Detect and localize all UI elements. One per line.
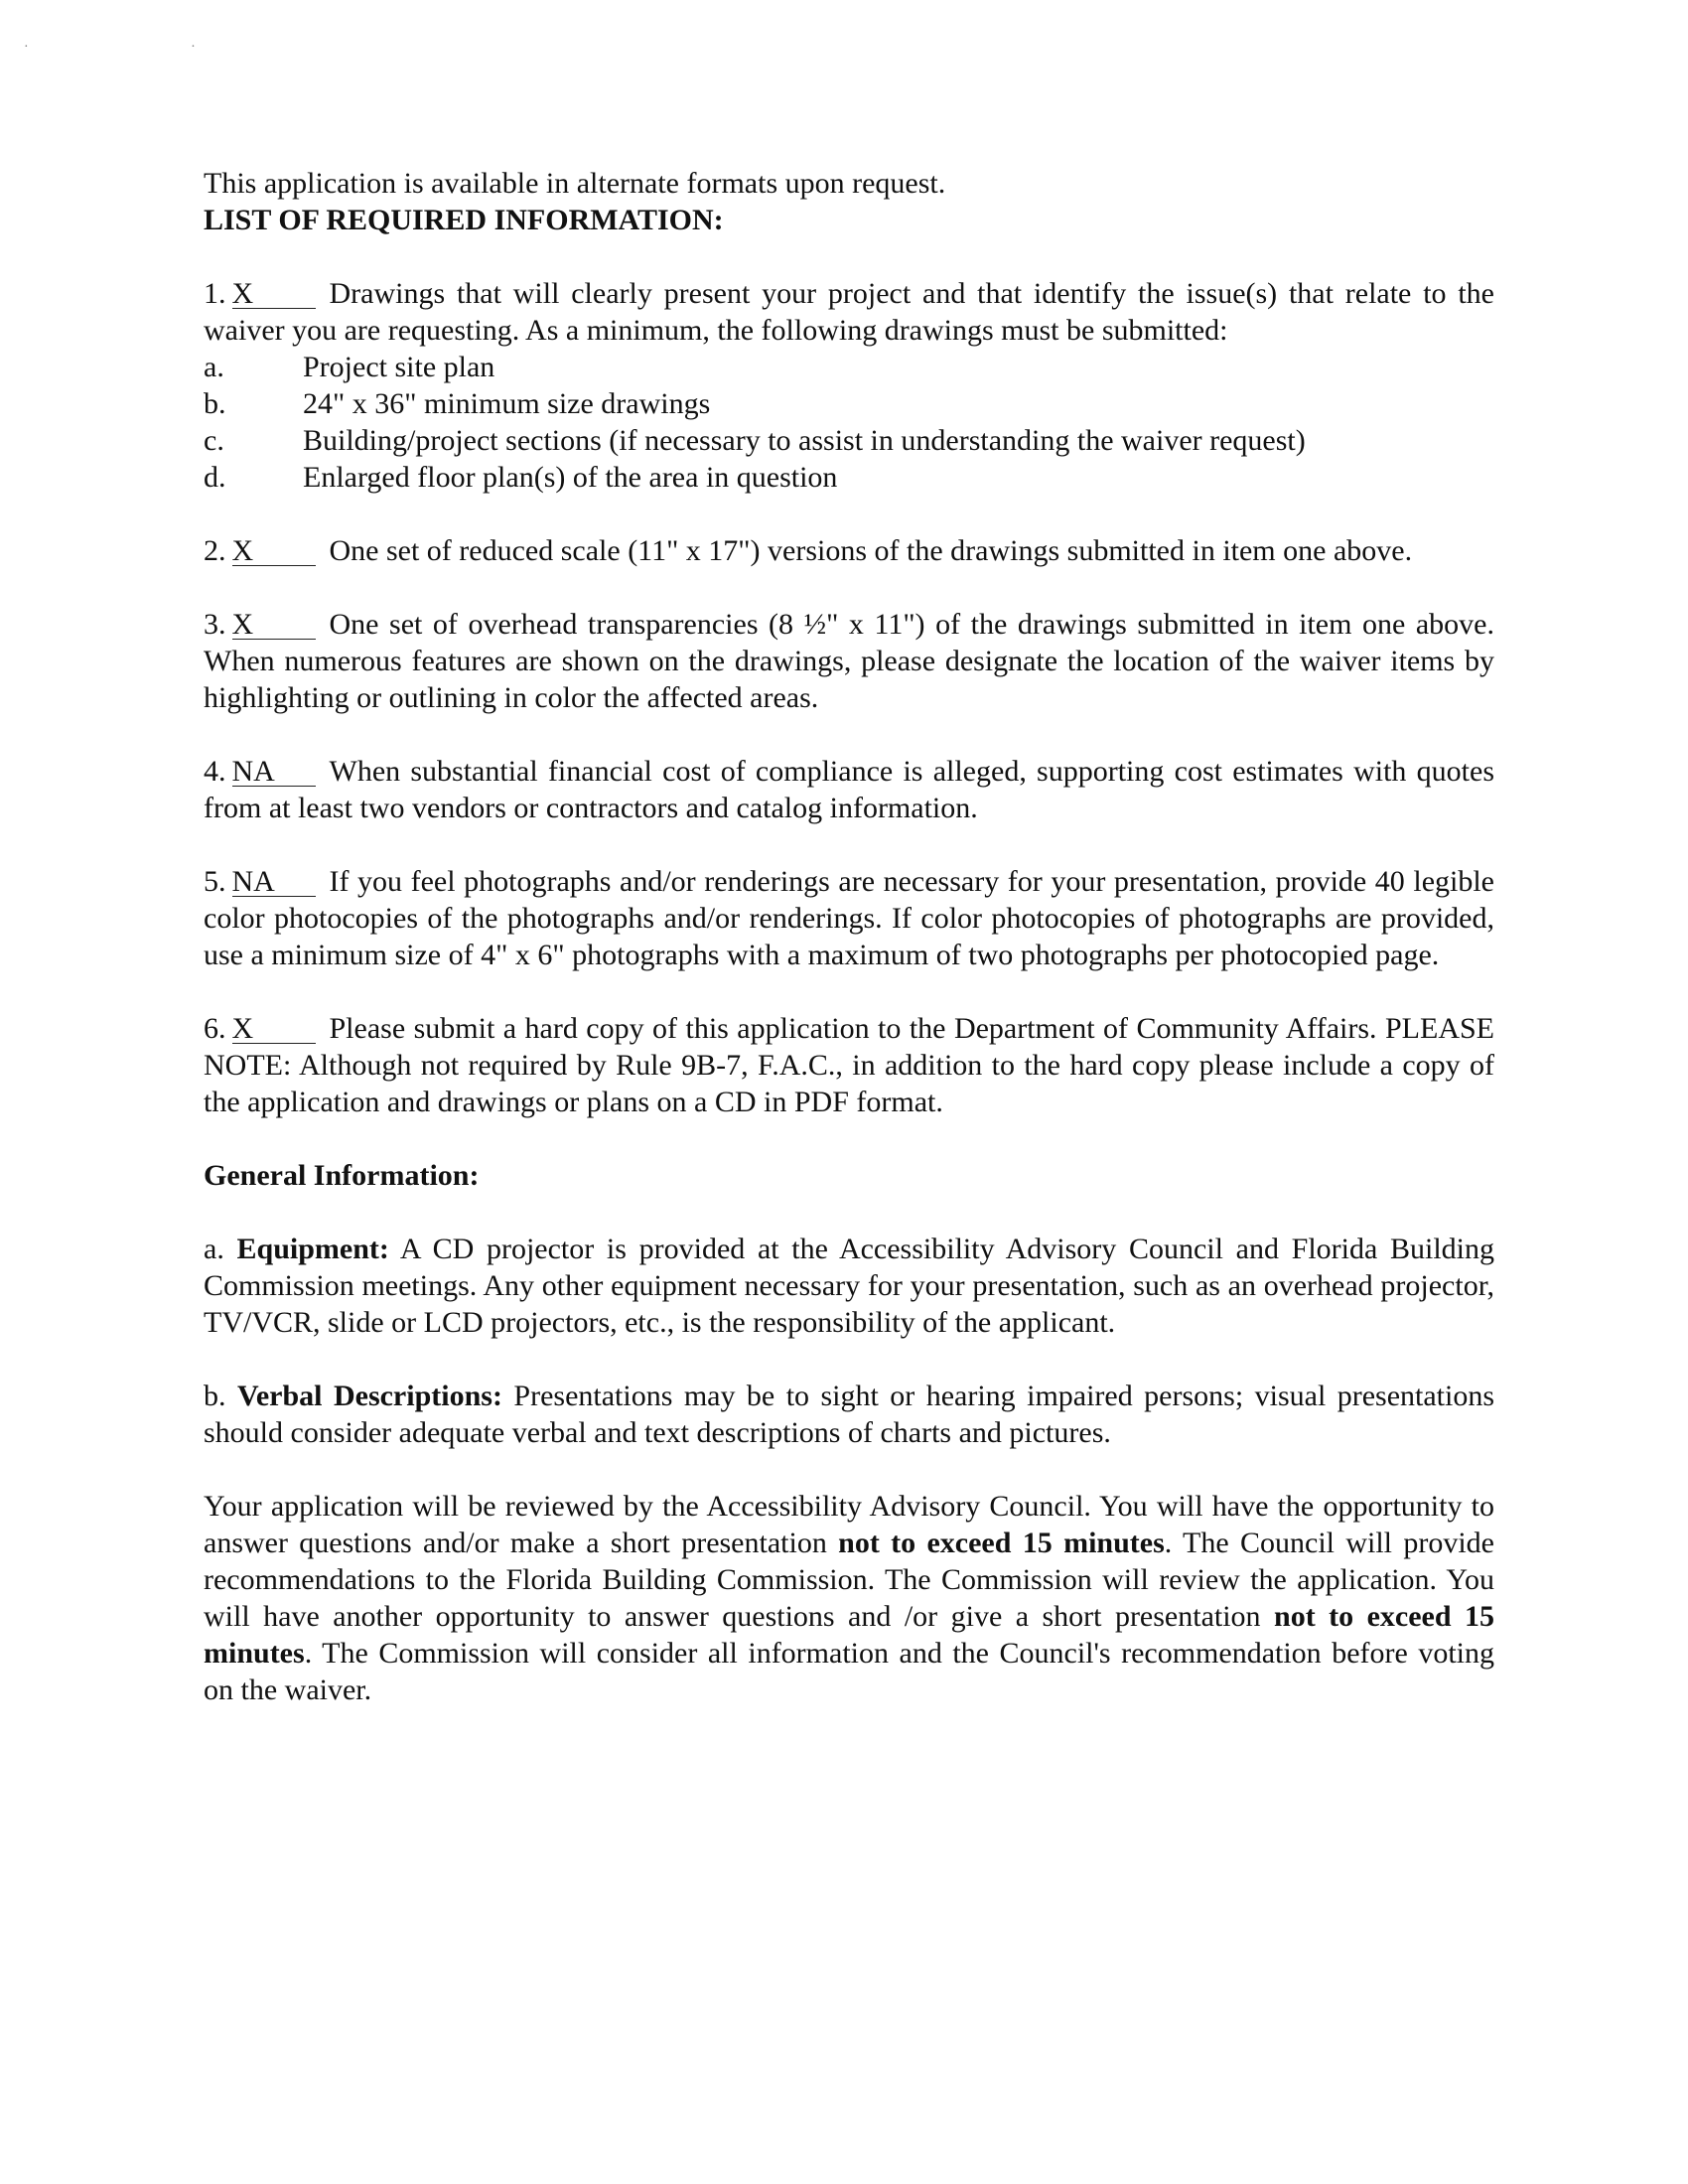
intro-text: This application is available in alternate formats upon request. (204, 167, 946, 200)
verbal-descriptions-paragraph (204, 1378, 1494, 1451)
verbal-prefix: b. (204, 1380, 226, 1412)
review-text-2: . The Council will provide recommendations to the Florida Building Commission. The Commission will review the application. You will have another opportunity to answer questions and /or give a short presentation (204, 1527, 1494, 1633)
subitem-letter: b. (204, 387, 226, 420)
required-item-3 (204, 606, 1494, 716)
required-item-5 (204, 863, 1494, 973)
item-text (204, 606, 1494, 716)
subitem-text: Enlarged floor plan(s) of the area in question (303, 461, 838, 494)
required-item-1 (204, 275, 1494, 496)
subitem-letter: a. (204, 351, 224, 383)
item-mark: NA (232, 758, 316, 787)
item-text (204, 1010, 1494, 1120)
item-mark: X (232, 611, 316, 640)
subitem-letter: c. (204, 424, 224, 457)
time-limit-1: not to exceed 15 minutes (838, 1527, 1165, 1559)
item-number: 1. (204, 277, 226, 310)
equipment-prefix: a. (204, 1233, 224, 1265)
subitem-letter: d. (204, 461, 226, 494)
subitem-text: Building/project sections (if necessary to assist in understanding the waiver request) (303, 424, 1306, 457)
item-mark: X (232, 1015, 316, 1044)
scan-artifacts: · · (24, 40, 275, 55)
item-number: 5. (204, 865, 226, 898)
item-number: 4. (204, 755, 226, 788)
review-paragraph (204, 1488, 1494, 1708)
verbal-label: Verbal Descriptions: (236, 1380, 502, 1412)
item-text (204, 863, 1494, 973)
item-number: 6. (204, 1012, 226, 1045)
item-number: 2. (204, 534, 226, 567)
item-description: Please submit a hard copy of this application to the Department of Community Affairs. PLEASE NOTE: Although not required by Rule 9B-7, F.A.C., in addition to the hard copy please include a copy of the application and drawings or plans on a CD in PDF format. (204, 1012, 1494, 1118)
item-description: One set of reduced scale (11" x 17") versions of the drawings submitted in item one above. (329, 534, 1413, 567)
equipment-text: A CD projector is provided at the Accessibility Advisory Council and Florida Building Commission meetings. Any other equipment necessary for your presentation, such as an overhead projector, TV/VCR, slide or LCD projectors, etc., is the responsibility of the applicant. (204, 1233, 1494, 1339)
subitem-a (204, 349, 1494, 385)
item-text (204, 275, 1494, 349)
item-text (204, 753, 1494, 826)
required-item-2 (204, 532, 1494, 569)
required-info-heading: LIST OF REQUIRED INFORMATION: (204, 204, 724, 236)
required-item-6 (204, 1010, 1494, 1120)
verbal-text: Presentations may be to sight or hearing impaired persons; visual presentations should consider adequate verbal and text descriptions of charts and pictures. (204, 1380, 1495, 1449)
equipment-label: Equipment: (236, 1233, 389, 1265)
subitem-text: Project site plan (303, 351, 495, 383)
item-mark: X (232, 280, 316, 309)
subitem-text: 24" x 36" minimum size drawings (303, 387, 711, 420)
item-mark: X (232, 537, 316, 566)
item-description: If you feel photographs and/or renderings are necessary for your presentation, provide 40 legible color photocopies of the photographs and/or renderings. If color photocopies of photographs are provided, use a minimum size of 4" x 6" photographs with a maximum of two photographs per photocopied page. (204, 865, 1494, 971)
item-description: One set of overhead transparencies (8 ½" x 11") of the drawings submitted in item one above. When numerous features are shown on the drawings, please designate the location of the waiver items by highlighting or outlining in color the affected areas. (204, 608, 1494, 714)
item-description: When substantial financial cost of compliance is alleged, supporting cost estimates with quotes from at least two vendors or contractors and catalog information. (204, 755, 1494, 824)
required-item-4 (204, 753, 1494, 826)
item-mark: NA (232, 868, 316, 897)
subitem-c (204, 422, 1494, 459)
subitem-d (204, 459, 1494, 496)
item-text (204, 532, 1494, 569)
equipment-paragraph (204, 1231, 1494, 1341)
review-text-3: . The Commission will consider all information and the Council's recommendation before voting on the waiver. (204, 1637, 1494, 1706)
subitem-b (204, 385, 1494, 422)
item-number: 3. (204, 608, 226, 641)
time-limit-2: not to exceed 15 minutes (204, 1600, 1494, 1670)
item-description: Drawings that will clearly present your project and that identify the issue(s) that relate to the waiver you are requesting. As a minimum, the following drawings must be submitted: (204, 277, 1494, 347)
review-text-1: Your application will be reviewed by the Accessibility Advisory Council. You will have the opportunity to answer questions and/or make a short presentation (204, 1490, 1494, 1559)
general-info-heading: General Information: (204, 1159, 480, 1192)
document-page (204, 165, 1494, 1708)
